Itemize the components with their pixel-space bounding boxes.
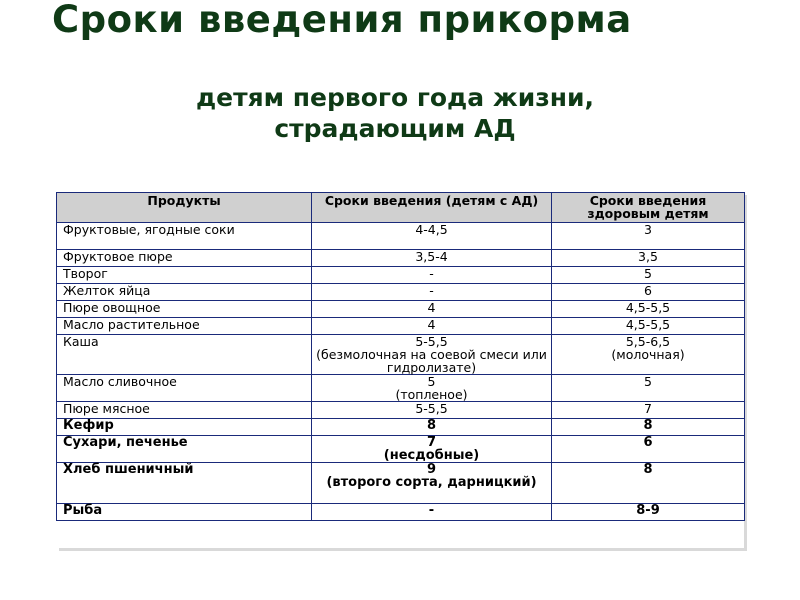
ad-term-note: (второго сорта, дарницкий)	[326, 475, 537, 490]
healthy-term-cell: 5	[552, 375, 745, 402]
subtitle-line-2: страдающим АД	[274, 114, 516, 143]
healthy-term-cell: 4,5-5,5	[552, 318, 745, 335]
healthy-term-cell: 3	[552, 223, 745, 250]
header-products: Продукты	[57, 193, 312, 223]
ad-term-cell: -	[312, 504, 552, 521]
ad-term-value: 5	[427, 374, 436, 389]
ad-term-cell: 8	[312, 419, 552, 436]
feeding-schedule-table	[56, 192, 744, 548]
product-cell: Пюре мясное	[57, 402, 312, 419]
slide-subtitle	[0, 82, 790, 144]
table-row	[57, 402, 745, 419]
product-cell: Кефир	[57, 419, 312, 436]
table-row	[57, 335, 745, 375]
table-row	[57, 284, 745, 301]
table-row	[57, 463, 745, 504]
product-cell: Хлеб пшеничный	[57, 463, 312, 504]
ad-term-cell: 5-5,5	[312, 402, 552, 419]
table-row	[57, 318, 745, 335]
ad-term-cell	[312, 463, 552, 504]
ad-term-value: 7	[426, 435, 437, 450]
table-row	[57, 250, 745, 267]
ad-term-cell: 4	[312, 318, 552, 335]
product-cell: Пюре овощное	[57, 301, 312, 318]
product-cell: Желток яйца	[57, 284, 312, 301]
subtitle-line-1: детям первого года жизни,	[195, 83, 595, 112]
ad-term-cell: 4-4,5	[312, 223, 552, 250]
table-row	[57, 301, 745, 318]
product-cell: Сухари, печенье	[57, 436, 312, 463]
healthy-term-cell: 6	[552, 284, 745, 301]
product-cell: Фруктовое пюре	[57, 250, 312, 267]
healthy-term-cell	[552, 335, 745, 375]
ad-term-cell: -	[312, 267, 552, 284]
slide-title: Сроки введения прикорма	[52, 0, 632, 41]
healthy-term-note: (молочная)	[611, 347, 685, 362]
ad-term-cell: 3,5-4	[312, 250, 552, 267]
table-row	[57, 375, 745, 402]
healthy-term-cell: 6	[552, 436, 745, 463]
ad-term-cell: -	[312, 284, 552, 301]
healthy-term-cell: 8-9	[552, 504, 745, 521]
header-ad-terms: Сроки введения (детям с АД)	[312, 193, 552, 223]
ad-term-cell	[312, 335, 552, 375]
ad-term-value: 5-5,5	[415, 334, 448, 349]
ad-term-note: (безмолочная на соевой смеси или гидролизате)	[316, 347, 547, 375]
healthy-term-cell: 8	[552, 463, 745, 504]
healthy-term-cell: 4,5-5,5	[552, 301, 745, 318]
table-row	[57, 419, 745, 436]
ad-term-cell: 4	[312, 301, 552, 318]
product-cell: Каша	[57, 335, 312, 375]
product-cell: Масло сливочное	[57, 375, 312, 402]
healthy-term-cell: 7	[552, 402, 745, 419]
table-row	[57, 436, 745, 463]
table-row	[57, 267, 745, 284]
ad-term-value: 9	[426, 462, 437, 477]
header-healthy-terms: Сроки введения здоровым детям	[552, 193, 745, 223]
product-cell: Творог	[57, 267, 312, 284]
product-cell: Масло растительное	[57, 318, 312, 335]
product-cell: Рыба	[57, 504, 312, 521]
ad-term-cell	[312, 436, 552, 463]
product-cell: Фруктовые, ягодные соки	[57, 223, 312, 250]
ad-term-note: (топленое)	[395, 387, 468, 402]
table-header-row	[57, 193, 745, 223]
ad-term-cell	[312, 375, 552, 402]
healthy-term-cell: 5	[552, 267, 745, 284]
ad-term-note: (несдобные)	[383, 448, 480, 463]
healthy-term-value: 5,5-6,5	[625, 334, 671, 349]
healthy-term-cell: 3,5	[552, 250, 745, 267]
table-row	[57, 223, 745, 250]
table-row	[57, 504, 745, 521]
healthy-term-cell: 8	[552, 419, 745, 436]
